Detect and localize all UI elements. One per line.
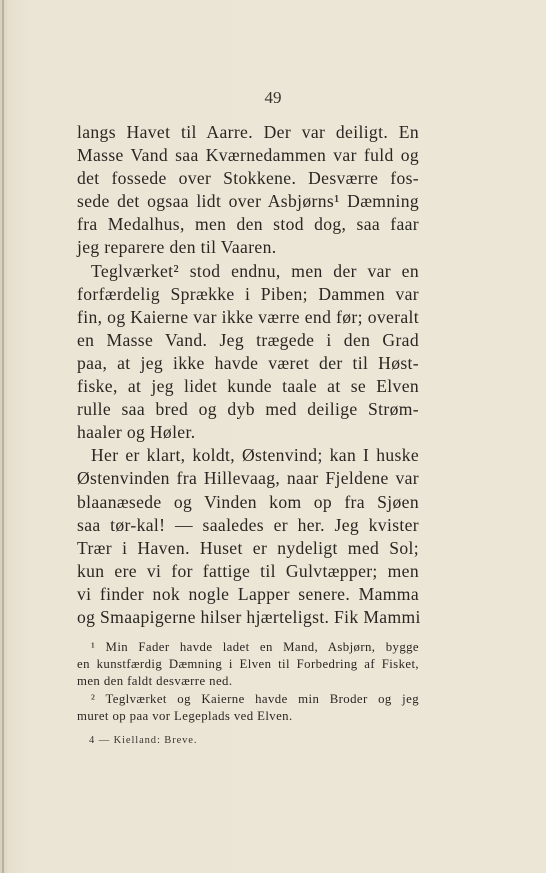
text-line: fra Medalhus, men den stod dog, saa faar <box>77 214 419 235</box>
text-line: saa tør-kal! — saaledes er her. Jeg kvister <box>77 514 419 535</box>
text-line: det fossede over Stokkene. Desværre fos- <box>77 168 419 189</box>
footnote-line: muret op paa vor Legeplads ved Elven. <box>77 708 293 723</box>
footnote-line: ¹ Min Fader havde ladet en Mand, Asbjørn, bygge <box>91 640 419 654</box>
text-line: Masse Vand saa Kværnedammen var fuld og <box>77 145 419 166</box>
text-line: paa, at jeg ikke havde været der til Høst- <box>77 352 419 373</box>
footnote-line: men den faldt desværre ned. <box>77 674 233 689</box>
text-line: Østenvinden fra Hillevaag, naar Fjeldene var <box>77 468 419 489</box>
text-line: Trær i Haven. Huset er nydeligt med Sol; <box>77 537 419 558</box>
text-line: forfærdelig Sprække i Piben; Dammen var <box>77 283 419 304</box>
text-line: vi finder nok nogle Lapper senere. Mamma <box>77 583 419 604</box>
text-line: og Smaapigerne hilser hjærteligst. Fik Mammi <box>77 606 421 627</box>
text-line: kun ere vi for fattige til Gulvtæpper; men <box>77 560 419 581</box>
text-line: sede det ogsaa lidt over Asbjørns¹ Dæmning <box>77 191 419 212</box>
text-line: jeg reparere den til Vaaren. <box>77 237 277 258</box>
footnote-line: ² Teglværket og Kaierne havde min Broder og jeg <box>91 691 419 706</box>
text-line: haaler og Høler. <box>77 422 196 443</box>
text-line: rulle saa bred og dyb med deilige Strøm- <box>77 399 419 420</box>
signature-line: 4 — Kielland: Breve. <box>89 735 198 746</box>
page-spine-edge <box>2 0 4 873</box>
footnotes <box>77 639 419 725</box>
text-line: Teglværket² stod endnu, men der var en <box>91 260 419 281</box>
text-line: en Masse Vand. Jeg trægede i den Grad <box>77 329 419 350</box>
text-line: langs Havet til Aarre. Der var deiligt. En <box>77 122 419 142</box>
page-number: 49 <box>264 88 282 107</box>
text-line: fiske, at jeg lidet kunde taale at se Elven <box>77 376 419 397</box>
main-text <box>77 121 419 629</box>
footnote-line: en kunstfærdig Dæmning i Elven til Forbedring af Fisket, <box>77 657 419 672</box>
text-line: Her er klart, koldt, Østenvind; kan I huske <box>91 445 419 466</box>
text-line: fin, og Kaierne var ikke værre end før; overalt <box>77 306 419 327</box>
text-line: blaanæsede og Vinden kom op fra Sjøen <box>77 491 419 512</box>
